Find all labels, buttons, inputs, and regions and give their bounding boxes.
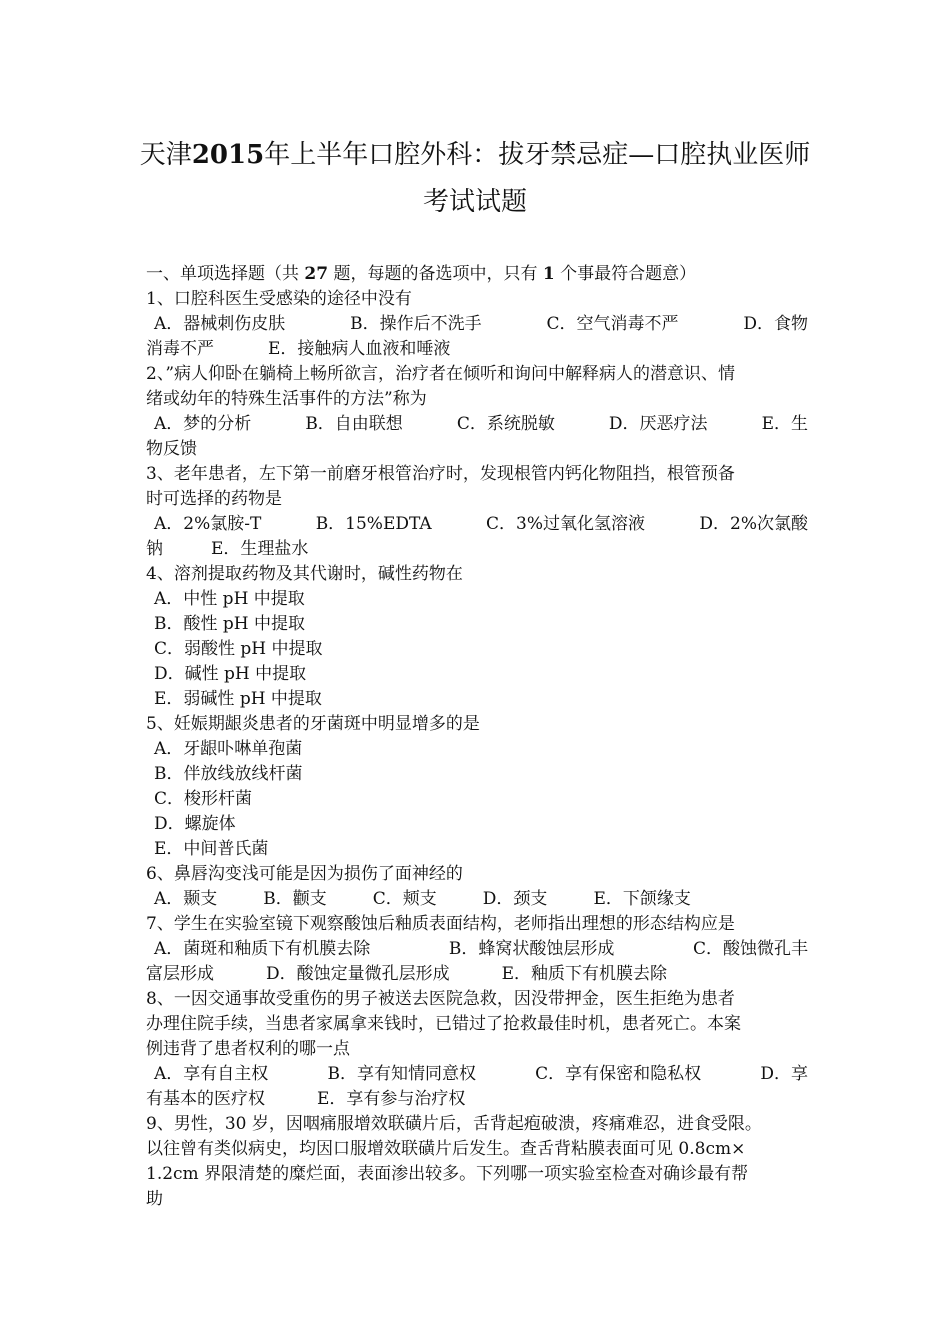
option: C．空气消毒不严: [546, 314, 679, 334]
options-line: [146, 937, 808, 962]
option: E．生理盐水: [211, 539, 309, 559]
options-line: [146, 312, 808, 337]
option: A．器械刺伤皮肤: [154, 314, 286, 334]
options-line: [146, 887, 808, 912]
option: E．享有参与治疗权: [317, 1089, 466, 1109]
option: D．2%次氯酸: [699, 514, 808, 534]
options-line: 富层形成 D．酸蚀定量微孔层形成 E．釉质下有机膜去除: [146, 964, 668, 984]
question-stem: 绪或幼年的特殊生活事件的方法”称为: [146, 389, 427, 409]
question-stem: 1.2cm 界限清楚的糜烂面，表面渗出较多。下列哪一项实验室检查对确诊最有帮: [146, 1164, 749, 1184]
title-year: 2015: [191, 140, 265, 170]
options-line: 消毒不严 E．接触病人血液和唾液: [146, 339, 451, 359]
question-stem: 助: [146, 1189, 163, 1209]
option: D．碱性 pH 中提取: [154, 664, 307, 684]
option: C．颊支: [372, 889, 437, 909]
option: B．自由联想: [305, 414, 403, 434]
question-stem: 7、学生在实验室镜下观察酸蚀后釉质表面结构，老师指出理想的形态结构应是: [146, 914, 735, 934]
option: B．酸性 pH 中提取: [154, 614, 306, 634]
question-stem: 1、口腔科医生受感染的途径中没有: [146, 289, 412, 309]
option: E．釉质下有机膜去除: [501, 964, 668, 984]
document-title: [100, 132, 850, 226]
title-line-1: 天津2015年上半年口腔外科：拔牙禁忌症—口腔执业医师: [139, 140, 811, 170]
option: B．享有知情同意权: [327, 1064, 476, 1084]
option: E．下颌缘支: [593, 889, 691, 909]
option: D．螺旋体: [154, 814, 236, 834]
option: B．操作后不洗手: [350, 314, 482, 334]
document-body: [146, 262, 808, 1212]
question-stem: 8、一因交通事故受重伤的男子被送去医院急救，因没带押金，医生拒绝为患者: [146, 989, 735, 1009]
option: E．弱碱性 pH 中提取: [154, 689, 322, 709]
option: C．酸蚀微孔丰: [692, 939, 808, 959]
option: C．弱酸性 pH 中提取: [154, 639, 323, 659]
question-stem: 2、”病人仰卧在躺椅上畅所欲言，治疗者在倾听和询问中解释病人的潜意识、情: [146, 364, 736, 384]
option: A．牙龈卟啉单孢菌: [154, 739, 303, 759]
option: D．食物: [743, 314, 808, 334]
option: D．颈支: [482, 889, 548, 909]
option: D．厌恶疗法: [608, 414, 708, 434]
question-stem: 3、老年患者，左下第一前磨牙根管治疗时，发现根管内钙化物阻挡，根管预备: [146, 464, 735, 484]
option: A．2%氯胺-T: [154, 514, 262, 534]
option: B．伴放线放线杆菌: [154, 764, 303, 784]
option: A．享有自主权: [154, 1064, 269, 1084]
question-stem: 以往曾有类似病史，均因口服增效联磺片后发生。查舌背粘膜表面可见 0.8cm×: [146, 1139, 746, 1159]
option: B．蜂窝状酸蚀层形成: [448, 939, 615, 959]
question-stem: 9、男性，30 岁，因咽痛服增效联磺片后，舌背起疱破溃，疼痛难忍，进食受限。: [146, 1114, 762, 1134]
option: B．颧支: [263, 889, 327, 909]
option: E．中间普氏菌: [154, 839, 269, 859]
option: A．菌斑和釉质下有机膜去除: [154, 939, 371, 959]
options-line: 物反馈: [146, 439, 197, 459]
option: C．梭形杆菌: [154, 789, 253, 809]
option: B．15%EDTA: [315, 514, 432, 534]
option: E．接触病人血液和唾液: [268, 339, 451, 359]
option: A．梦的分析: [154, 414, 252, 434]
options-line: [146, 412, 808, 437]
options-line: 钠 E．生理盐水: [146, 539, 309, 559]
option: C．系统脱敏: [456, 414, 555, 434]
question-stem: 5、妊娠期龈炎患者的牙菌斑中明显增多的是: [146, 714, 480, 734]
question-stem: 办理住院手续，当患者家属拿来钱时，已错过了抢救最佳时机，患者死亡。本案: [146, 1014, 741, 1034]
options-line: [146, 512, 808, 537]
question-stem: 4、溶剂提取药物及其代谢时，碱性药物在: [146, 564, 463, 584]
option: A．颞支: [154, 889, 218, 909]
section-heading: 一、单项选择题（共 27 题，每题的备选项中，只有 1 个事最符合题意）: [146, 264, 697, 284]
option: A．中性 pH 中提取: [154, 589, 305, 609]
option: C．享有保密和隐私权: [535, 1064, 702, 1084]
options-line: [146, 1062, 808, 1087]
options-line: 有基本的医疗权 E．享有参与治疗权: [146, 1089, 466, 1109]
question-stem: 例违背了患者权利的哪一点: [146, 1039, 350, 1059]
option: D．享: [760, 1064, 808, 1084]
question-stem: 时可选择的药物是: [146, 489, 282, 509]
option: E．生: [761, 414, 808, 434]
question-stem: 6、鼻唇沟变浅可能是因为损伤了面神经的: [146, 864, 463, 884]
title-line-2: 考试试题: [422, 187, 527, 217]
option: D．酸蚀定量微孔层形成: [266, 964, 450, 984]
option: C．3%过氧化氢溶液: [486, 514, 646, 534]
